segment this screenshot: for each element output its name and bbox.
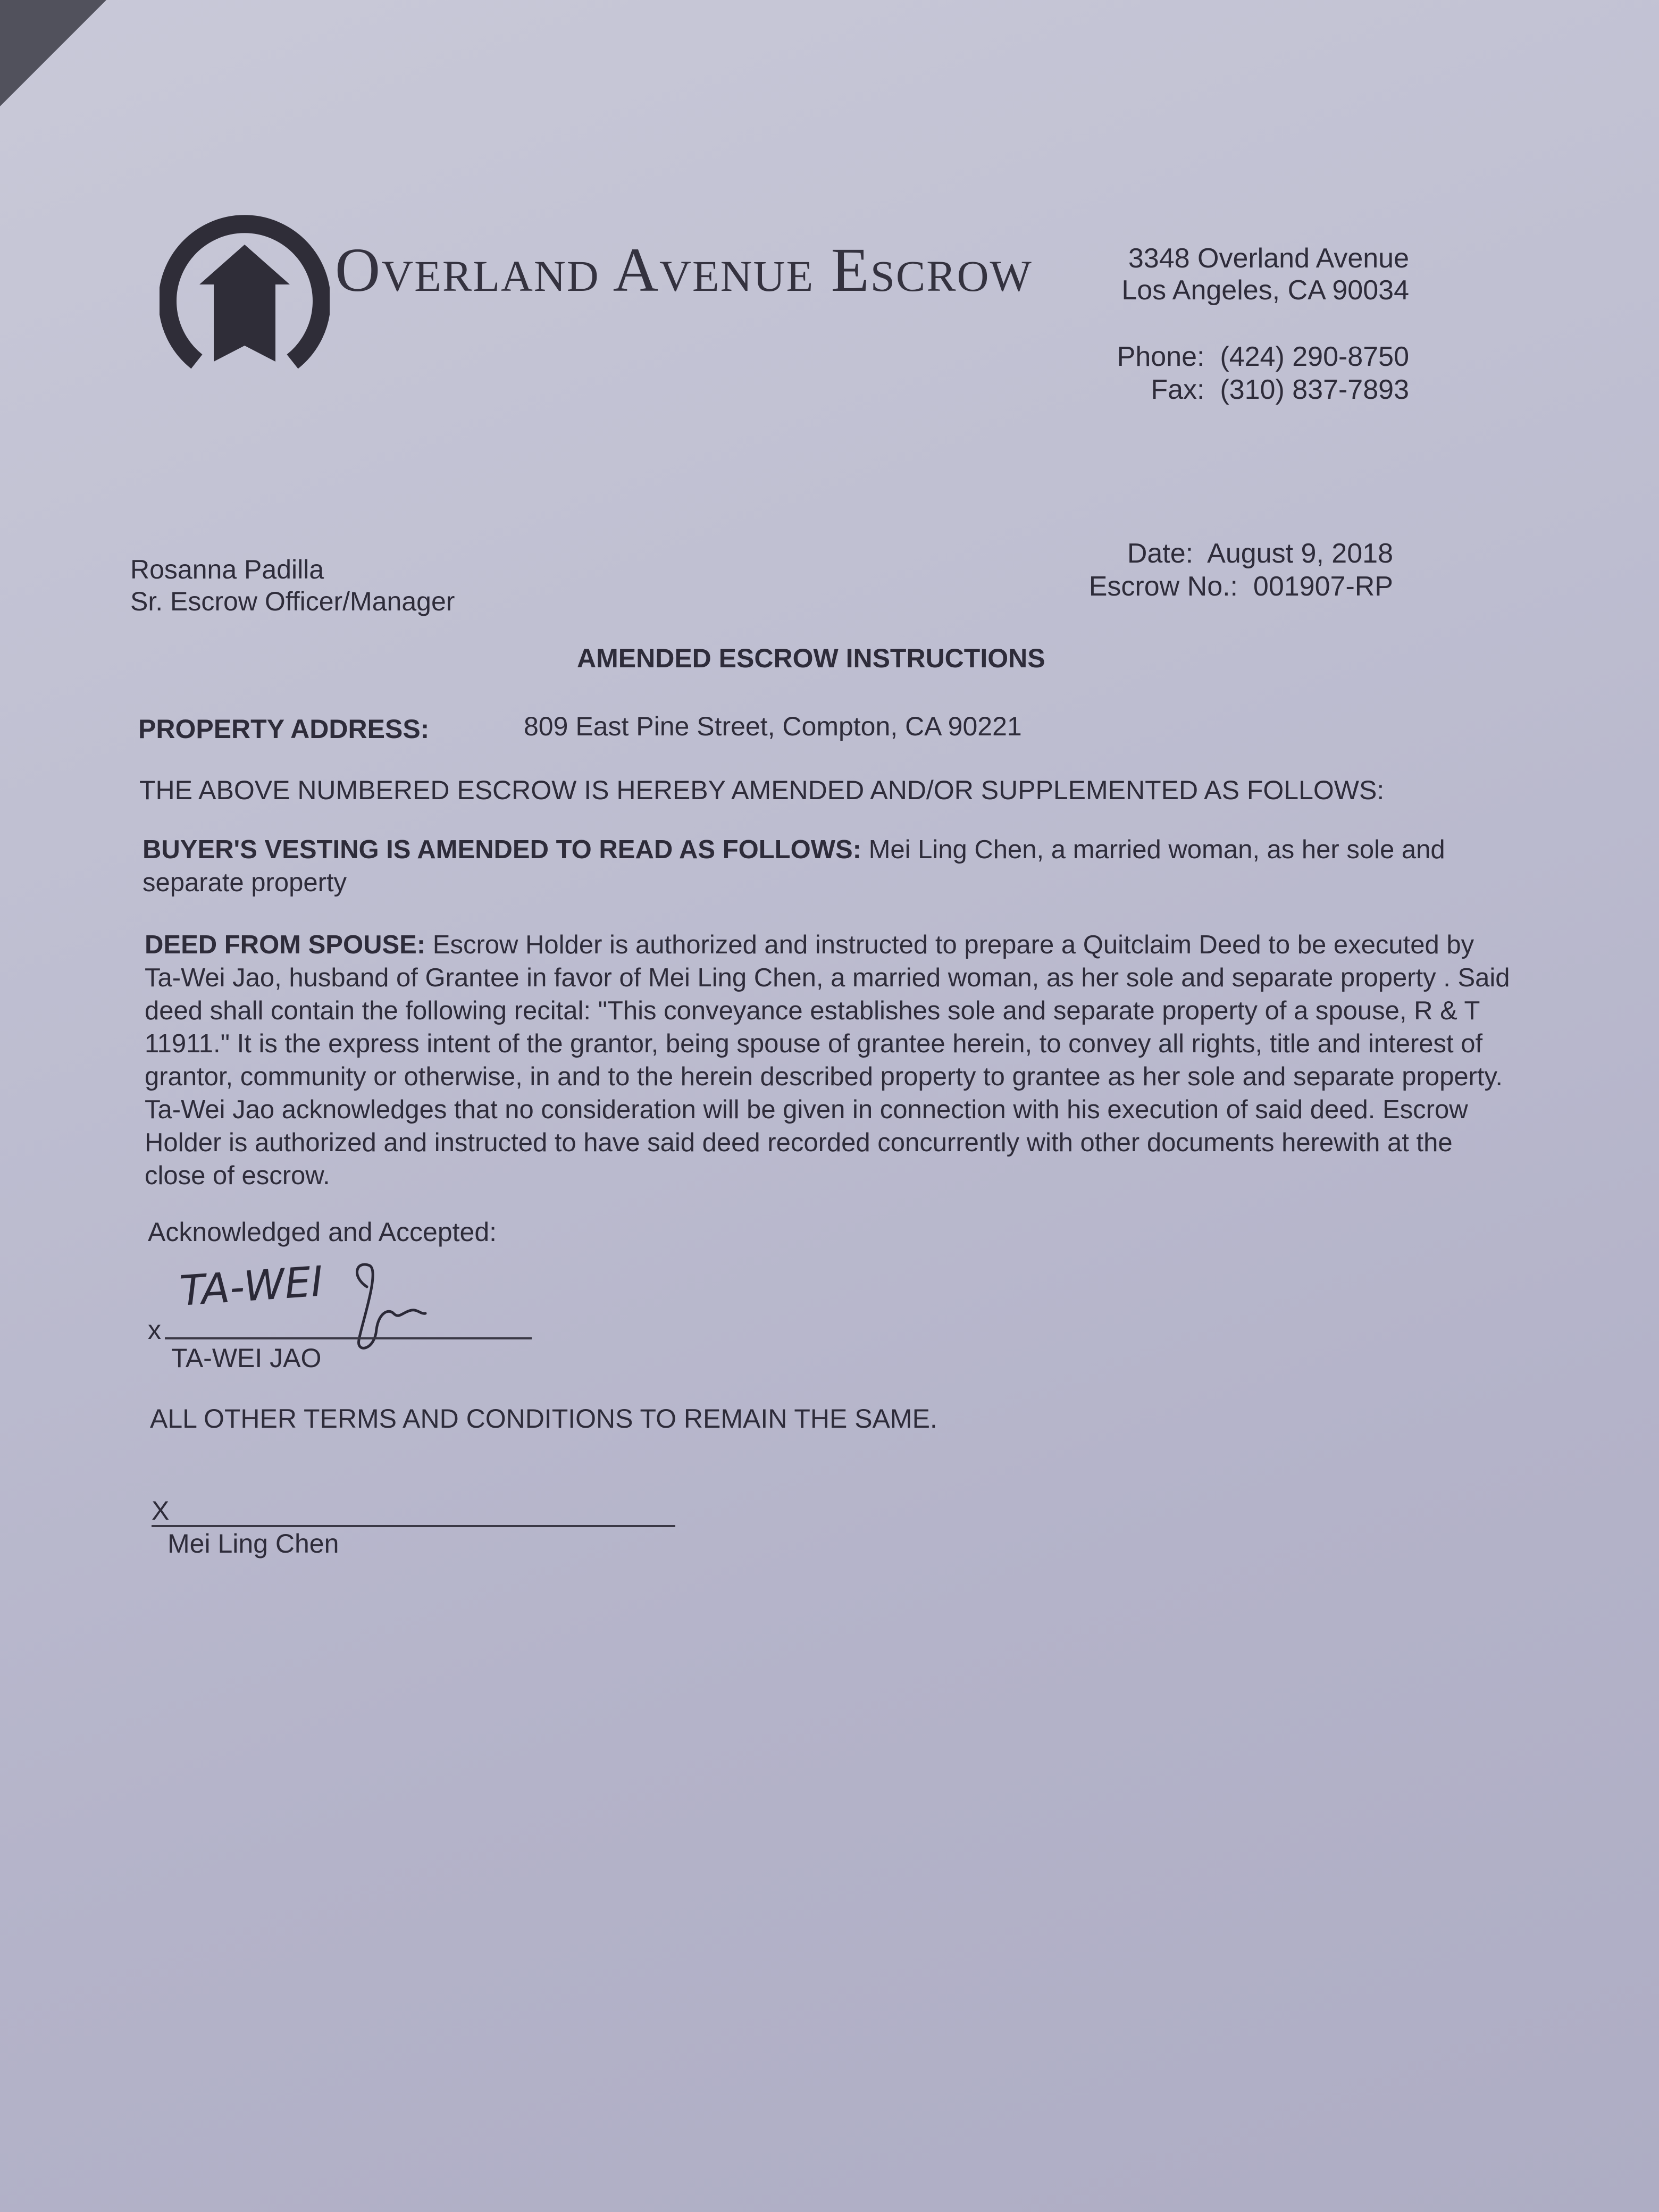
company-fax: [1151, 373, 1409, 406]
fax-number: (310) 837-7893: [1220, 374, 1409, 405]
deed-text: Escrow Holder is authorized and instructed to prepare a Quitclaim Deed to be executed by Ta-Wei Jao, husband of Grantee in favor of Mei Ling Chen, a married woman, as her sole and separate property . Said deed shall contain the following recital: "This conveyance establishes sole and separate property of a spouse, R & T 11911." It is the express intent of the grantor, being spouse of grantee herein, to convey all rights, title and interest of grantor, community or otherwise, in and to the herein described property to grantee as her sole and separate property. Ta-Wei Jao acknowledges that no consideration will be given in connection with his execution of said deed. Escrow Holder is authorized and instructed to have said deed recorded concurrently with other documents herewith at the close of escrow.: [145, 931, 1510, 1190]
company-city: Los Angeles, CA 90034: [1121, 275, 1409, 306]
signature-1-marker: x: [148, 1315, 161, 1345]
document-title: AMENDED ESCROW INSTRUCTIONS: [577, 643, 1045, 673]
signature-1-name: TA-WEI JAO: [171, 1343, 322, 1373]
escrow-number: [1089, 570, 1393, 603]
phone-number: (424) 290-8750: [1220, 341, 1409, 372]
phone-label: Phone:: [1117, 341, 1205, 372]
fax-label: Fax:: [1151, 374, 1205, 405]
date-label: Date:: [1127, 538, 1194, 569]
officer-title: Sr. Escrow Officer/Manager: [130, 586, 455, 616]
deed-label: DEED FROM SPOUSE:: [145, 931, 426, 959]
closing-statement: ALL OTHER TERMS AND CONDITIONS TO REMAIN THE SAME.: [150, 1404, 937, 1434]
company-street: 3348 Overland Avenue: [1128, 243, 1409, 274]
house-arch-logo-icon: [160, 186, 330, 378]
signature-handwritten-text: TA-WEI: [178, 1258, 325, 1316]
deed-paragraph: [145, 928, 1516, 1192]
escrow-value: 001907-RP: [1253, 571, 1393, 602]
acknowledged-label: Acknowledged and Accepted:: [148, 1217, 497, 1247]
signature-2-marker: X: [152, 1496, 170, 1526]
amend-intro: THE ABOVE NUMBERED ESCROW IS HEREBY AMENDED AND/OR SUPPLEMENTED AS FOLLOWS:: [139, 775, 1385, 805]
vesting-label: BUYER'S VESTING IS AMENDED TO READ AS FOLLOWS:: [143, 835, 861, 864]
date-value: August 9, 2018: [1207, 538, 1393, 569]
ta-wei-jao-signature: [175, 1255, 473, 1356]
document-date: [1127, 537, 1393, 570]
property-label: PROPERTY ADDRESS:: [138, 714, 430, 744]
vesting-text: Mei Ling Chen, a married woman, as her sole and separate property: [143, 835, 1445, 897]
signature-1-line: [165, 1337, 532, 1339]
escrow-label: Escrow No.:: [1088, 571, 1238, 602]
property-address: 809 East Pine Street, Compton, CA 90221: [524, 711, 1022, 741]
company-phone: [1117, 340, 1409, 373]
company-name: Overland Avenue Escrow: [335, 235, 1033, 305]
signature-2-name: Mei Ling Chen: [167, 1529, 339, 1559]
vesting-paragraph: [143, 833, 1514, 899]
page-corner-fold: [0, 0, 106, 106]
officer-name: Rosanna Padilla: [130, 555, 324, 584]
